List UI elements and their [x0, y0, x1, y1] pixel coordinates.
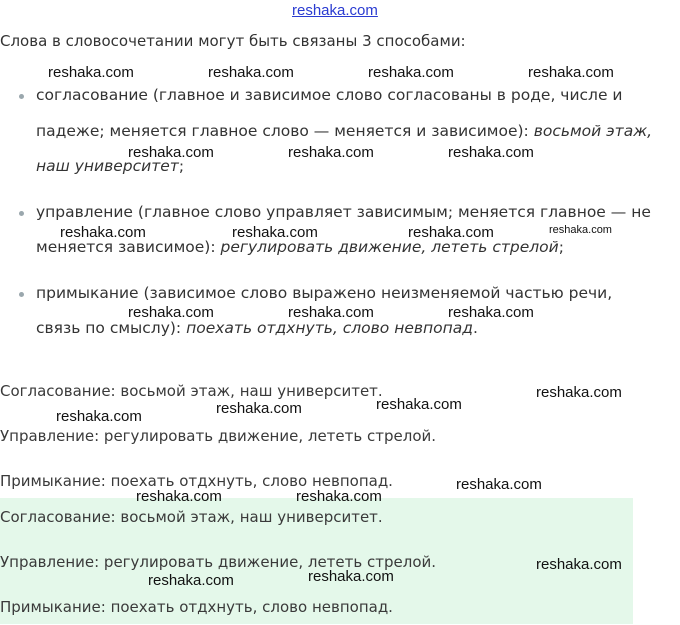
watermark: reshaka.com: [376, 396, 462, 413]
watermark: reshaka.com: [528, 64, 614, 81]
highlighted-answer-agreement: Согласование: восьмой этаж, наш университет.: [0, 508, 383, 526]
watermark: reshaka.com: [48, 64, 134, 81]
site-logo-link[interactable]: reshaka.com: [292, 2, 378, 19]
watermark: reshaka.com: [208, 64, 294, 81]
adjunction-examples: поехать отдхнуть, слово невпопад: [186, 319, 473, 337]
highlighted-answer-adjunction: Примыкание: поехать отдхнуть, слово невпопад.: [0, 598, 393, 616]
watermark: reshaka.com: [136, 488, 222, 505]
watermark: reshaka.com: [308, 568, 394, 585]
agreement-example-2: наш университет: [36, 157, 179, 175]
watermark: reshaka.com: [288, 144, 374, 161]
list-item-adjunction-line1: примыкание (зависимое слово выражено неизменяемой частью речи,: [36, 284, 613, 302]
watermark: reshaka.com: [288, 304, 374, 321]
watermark: reshaka.com: [148, 572, 234, 589]
adjunction-end-punct: .: [472, 319, 478, 337]
adjunction-definition-text: связь по смыслу):: [36, 319, 187, 337]
answer-government: Управление: регулировать движение, лететь стрелой.: [0, 427, 437, 445]
government-definition-text: меняется зависимое):: [36, 238, 221, 256]
bullet-marker: [19, 211, 24, 216]
list-item-agreement-line1: согласование (главное и зависимое слово согласованы в роде, числе и: [36, 86, 623, 104]
list-item-adjunction-line2: [36, 319, 478, 337]
watermark: reshaka.com: [549, 224, 612, 236]
watermark: reshaka.com: [296, 488, 382, 505]
watermark: reshaka.com: [56, 408, 142, 425]
list-item-government-line1: управление (главное слово управляет зависимым; меняется главное — не: [36, 203, 651, 221]
bullet-marker: [19, 94, 24, 99]
agreement-end-punct: ;: [178, 157, 185, 175]
watermark: reshaka.com: [216, 400, 302, 417]
watermark: reshaka.com: [448, 304, 534, 321]
answer-adjunction: Примыкание: поехать отдхнуть, слово невпопад.: [0, 472, 393, 490]
answer-agreement: Согласование: восьмой этаж, наш университет.: [0, 382, 383, 400]
agreement-definition-text: падеже; меняется главное слово — меняется и зависимое):: [36, 122, 534, 140]
agreement-example-1: восьмой этаж,: [533, 122, 653, 140]
watermark: reshaka.com: [368, 64, 454, 81]
bullet-marker: [19, 292, 24, 297]
watermark: reshaka.com: [128, 144, 214, 161]
watermark: reshaka.com: [408, 224, 494, 241]
intro-text: Слова в словосочетании могут быть связаны 3 способами:: [0, 32, 466, 50]
list-item-agreement-line2: [36, 122, 652, 140]
watermark: reshaka.com: [60, 224, 146, 241]
government-end-punct: ;: [558, 238, 564, 256]
watermark: reshaka.com: [536, 384, 622, 401]
government-examples: регулировать движение, лететь стрелой: [220, 238, 559, 256]
highlighted-answer-government: Управление: регулировать движение, лететь стрелой.: [0, 553, 437, 571]
watermark: reshaka.com: [232, 224, 318, 241]
watermark: reshaka.com: [456, 476, 542, 493]
watermark: reshaka.com: [448, 144, 534, 161]
watermark: reshaka.com: [128, 304, 214, 321]
watermark: reshaka.com: [536, 556, 622, 573]
